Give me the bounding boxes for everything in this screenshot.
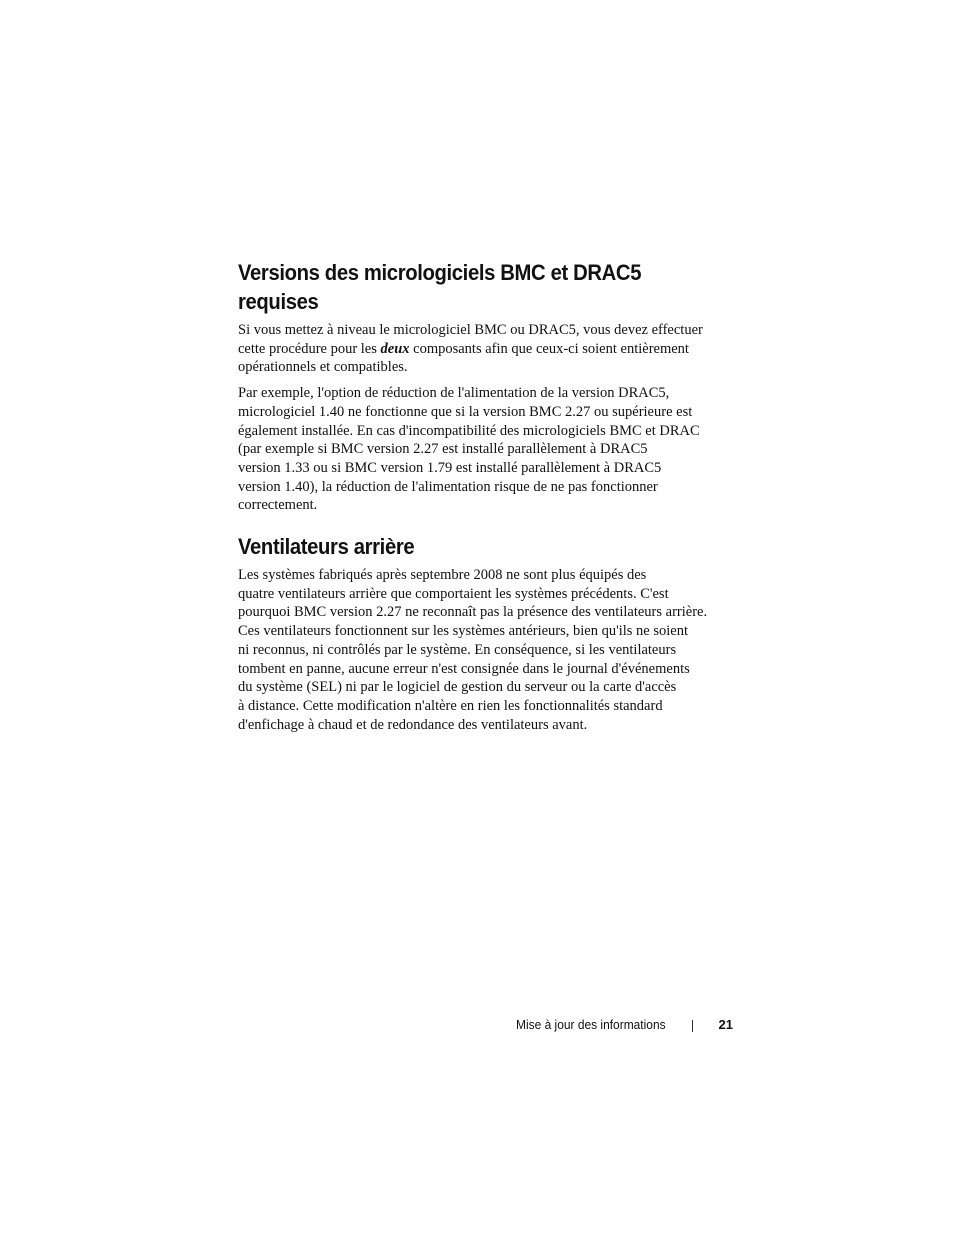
text-line: cette procédure pour les	[238, 340, 377, 357]
text-line: correctement.	[238, 497, 318, 514]
heading-line-1: Versions des micrologiciels BMC et DRAC5	[238, 260, 642, 285]
footer-separator	[692, 1020, 693, 1032]
text-line: composants afin que ceux-ci soient entièrement	[413, 340, 689, 357]
text-line: à distance. Cette modification n'altère en rien les fonctionnalités standard	[238, 697, 663, 714]
text-line: du système (SEL) ni par le logiciel de gestion du serveur ou la carte d'accès	[238, 679, 677, 696]
emphasis-text: deux	[380, 340, 410, 357]
text-line: opérationnels et compatibles.	[238, 359, 408, 376]
text-line: (par exemple si BMC version 2.27 est installé parallèlement à DRAC5	[238, 441, 648, 458]
text-line: Si vous mettez à niveau le micrologiciel BMC ou DRAC5, vous devez effectuer	[238, 322, 703, 338]
text-line: quatre ventilateurs arrière que comportaient les systèmes précédents. C'est	[238, 585, 669, 602]
text-line: d'enfichage à chaud et de redondance des ventilateurs avant.	[238, 716, 588, 733]
text-line: également installée. En cas d'incompatibilité des micrologiciels BMC et DRAC	[238, 422, 700, 439]
text-line: tombent en panne, aucune erreur n'est consignée dans le journal d'événements	[238, 660, 690, 677]
paragraph-example	[238, 384, 738, 515]
section-heading-rear-fans: Ventilateurs arrière	[238, 534, 415, 560]
text-line: version 1.40), la réduction de l'alimentation risque de ne pas fonctionner	[238, 478, 658, 495]
footer-title: Mise à jour des informations	[516, 1017, 666, 1032]
page-content	[238, 258, 738, 734]
text-line: Par exemple, l'option de réduction de l'alimentation de la version DRAC5,	[238, 385, 670, 402]
text-line: version 1.33 ou si BMC version 1.79 est installé parallèlement à DRAC5	[238, 459, 662, 476]
section-heading-firmware-versions	[238, 258, 742, 316]
heading-line-2: requises	[238, 289, 319, 314]
text-line: Ces ventilateurs fonctionnent sur les systèmes antérieurs, bien qu'ils ne soient	[238, 623, 689, 640]
text-line: Les systèmes fabriqués après septembre 2008 ne sont plus équipés des	[238, 567, 647, 584]
text-line: ni reconnus, ni contrôlés par le système. En conséquence, si les ventilateurs	[238, 641, 677, 658]
page-number: 21	[718, 1017, 733, 1032]
paragraph-upgrade-both	[238, 321, 738, 377]
text-line: micrologiciel 1.40 ne fonctionne que si la version BMC 2.27 ou supérieure est	[238, 403, 693, 420]
page-footer	[470, 1015, 736, 1035]
paragraph-rear-fans	[238, 566, 738, 734]
text-line: pourquoi BMC version 2.27 ne reconnaît pas la présence des ventilateurs arrière.	[238, 604, 708, 621]
